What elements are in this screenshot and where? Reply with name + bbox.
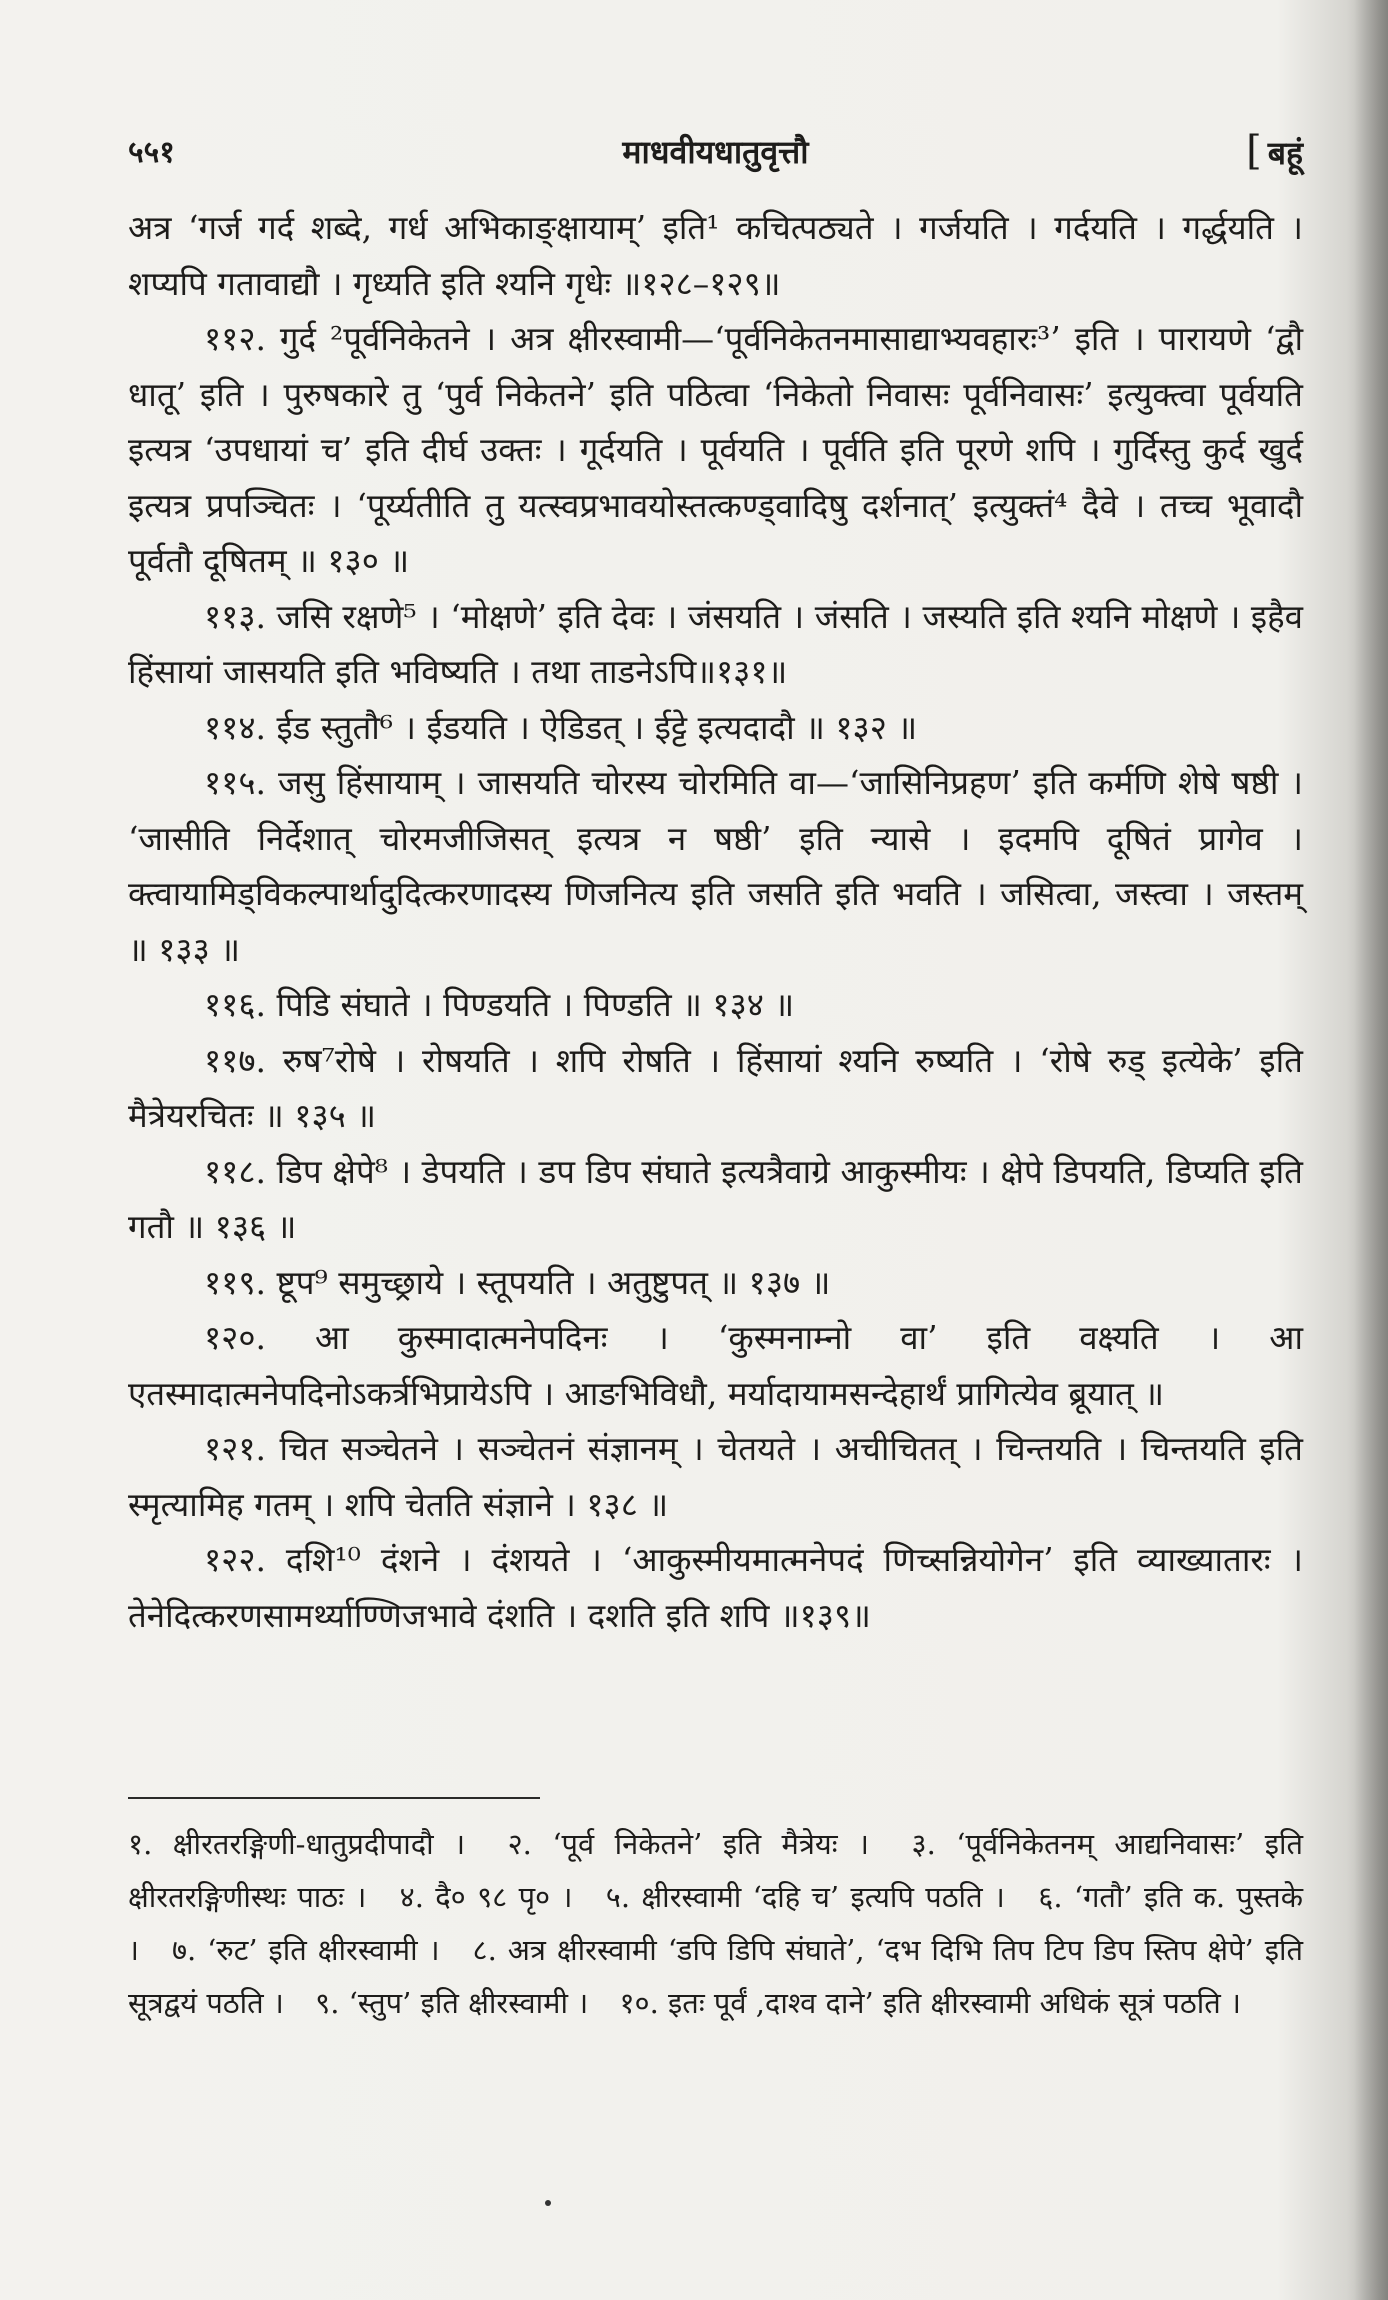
footnote-5: ५. क्षीरस्वामी ‘दहि च’ इत्यपि पठति । (605, 1880, 1005, 1914)
footnotes (128, 1818, 1303, 2030)
section-mark (1246, 128, 1303, 174)
bracket-glyph: [ (1246, 128, 1262, 174)
running-header (128, 128, 1303, 180)
footnote-4: ४. दै० ९८ पृ० । (399, 1880, 573, 1914)
footnote-10: १०. इतः पूर्वं ,दाश्व दाने’ इति क्षीरस्वामी अधिकं सूत्रं पठति । (619, 1986, 1241, 2020)
sutra-entry-118: ११८. डिप क्षेपे⁸ । डेपयति । डप डिप संघाते इत्यत्रैवाग्रे आकुस्मीयः । क्षेपे डिपयति, डिप्यति इति गतौ ॥ १३६ ॥ (128, 1151, 1303, 1246)
sutra-entry-117: ११७. रुष⁷रोषे । रोषयति । शपि रोषति । हिंसायां श्यनि रुष्यति । ‘रोषे रुड् इत्येके’ इति मैत्रेयरचितः ॥ १३५ ॥ (128, 1040, 1303, 1135)
sutra-entry-113: ११३. जसि रक्षणे⁵ । ‘मोक्षणे’ इति देवः । जंसयति । जंसति । जस्यति इति श्यनि मोक्षणे । इहैव हिंसायां जासयति इति भविष्यति । तथा ताडनेऽपि॥१३१॥ (128, 596, 1303, 691)
page-number: ५५१ (128, 135, 175, 170)
sutra-entry-121: १२१. चित सञ्चेतने । सञ्चेतनं संज्ञानम् । चेतयते । अचीचितत् । चिन्तयति । चिन्तयति इति स्मृत्यामिह गतम् । शपि चेतति संज्ञाने । १३८ ॥ (128, 1429, 1303, 1524)
continuation-paragraph: अत्र ‘गर्ज गर्द शब्दे, गर्ध अभिकाङ्क्षायाम्’ इति¹ कचित्पठ्यते । गर्जयति । गर्दयति । गर्द्धयति । शप्यपि गतावाद्यौ । गृध्यति इति श्यनि गृधेः ॥१२८–१२९॥ (128, 208, 1303, 303)
section-mark-text: बहूं (1267, 134, 1303, 172)
sutra-entry-120: १२०. आ कुस्मादात्मनेपदिनः । ‘कुस्मनाम्नो वा’ इति वक्ष्यति । आ एतस्मादात्मनेपदिनोऽकर्त्रभिप्रायेऽपि । आङभिविधौ, मर्यादायामसन्देहार्थं प्रागित्येव ब्रूयात् ॥ (128, 1318, 1303, 1413)
footnote-7: ७. ‘रुट’ इति क्षीरस्वामी । (171, 1933, 440, 1967)
sutra-entry-114: ११४. ईड स्तुतौ⁶ । ईडयति । ऐडिडत् । ईट्टे इत्यदादौ ॥ १३२ ॥ (204, 707, 918, 747)
sutra-entry-115: ११५. जसु हिंसायाम् । जासयति चोरस्य चोरमिति वा—‘जासिनिप्रहण’ इति कर्मणि शेषे षष्ठी । ‘जासीति निर्देशात् चोरमजीजिसत् इत्यत्र न षष्ठी’ इति न्यासे । इदमपि दूषितं प्रागेव । क्त्वायामिड्विकल्पार्थादुदित्करणादस्य णिजनित्य इति जसति इति भवति । जसित्वा, जस्त्वा । जस्तम् ॥ १३३ ॥ (128, 763, 1303, 969)
footnote-6: ६. ‘गतौ’ इति क. पुस्तके । (128, 1880, 1303, 1967)
footnote-rule (128, 1797, 540, 1799)
sutra-entry-112: ११२. गुर्द ²पूर्वनिकेतने । अत्र क्षीरस्वामी—‘पूर्वनिकेतनमासाद्याभ्यवहारः³’ इति । पारायणे ‘द्वौ धातू’ इति । पुरुषकारे तु ‘पुर्व निकेतने’ इति पठित्वा ‘निकेतो निवासः पूर्वनिवासः’ इत्युक्त्वा पूर्वयति इत्यत्र ‘उपधायां च’ इति दीर्घ उक्तः । गूर्दयति । पूर्वयति । पूर्वति इति पूरणे शपि । गुर्दिस्तु कुर्द खुर्द इत्यत्र प्रपञ्चितः । ‘पूर्य्यतीति तु यत्स्वप्रभावयोस्तत्कण्ड्वादिषु दर्शनात्’ इत्युक्तं⁴ दैवे । तच्च भूवादौ पूर्वतौ दूषितम् ॥ १३० ॥ (128, 319, 1303, 580)
running-title: माधवीयधातुवृत्तौ (622, 133, 809, 171)
sutra-entry-122: १२२. दशि¹⁰ दंशने । दंशयते । ‘आकुस्मीयमात्मनेपदं णिच्सन्नियोगेन’ इति व्याख्यातारः । तेनेदित्करणसामर्थ्याण्णिजभावे दंशति । दशति इति शपि ॥१३९॥ (128, 1540, 1303, 1635)
footnote-2: २. ‘पूर्व निकेतने’ इति मैत्रेयः । (507, 1827, 870, 1861)
footnote-8: ८. अत्र क्षीरस्वामी ‘डपि डिपि संघाते’, ‘दभ दिभि तिप टिप डिप स्तिप क्षेपे’ इति सूत्रद्वयं पठति । (128, 1933, 1303, 2020)
page-edge-shadow (1354, 0, 1388, 2300)
footnote-3: ३. ‘पूर्वनिकेतनम् आद्यनिवासः’ इति क्षीरतरङ्गिणीस्थः पाठः । (128, 1827, 1303, 1914)
footnote-block (128, 1818, 1303, 2030)
sutra-entry-116: ११६. पिडि संघाते । पिण्डयति । पिण्डति ॥ १३४ ॥ (204, 985, 795, 1024)
print-speck (545, 2200, 551, 2206)
sutra-entry-119: ११९. ष्टूप⁹ समुच्छ्राये । स्तूपयति । अतुष्टुपत् ॥ १३७ ॥ (204, 1262, 831, 1302)
main-text (128, 200, 1303, 1643)
footnote-1: १. क्षीरतरङ्गिणी-धातुप्रदीपादौ । (128, 1827, 466, 1861)
footnote-9: ९. ‘स्तुप’ इति क्षीरस्वामी । (315, 1986, 589, 2020)
